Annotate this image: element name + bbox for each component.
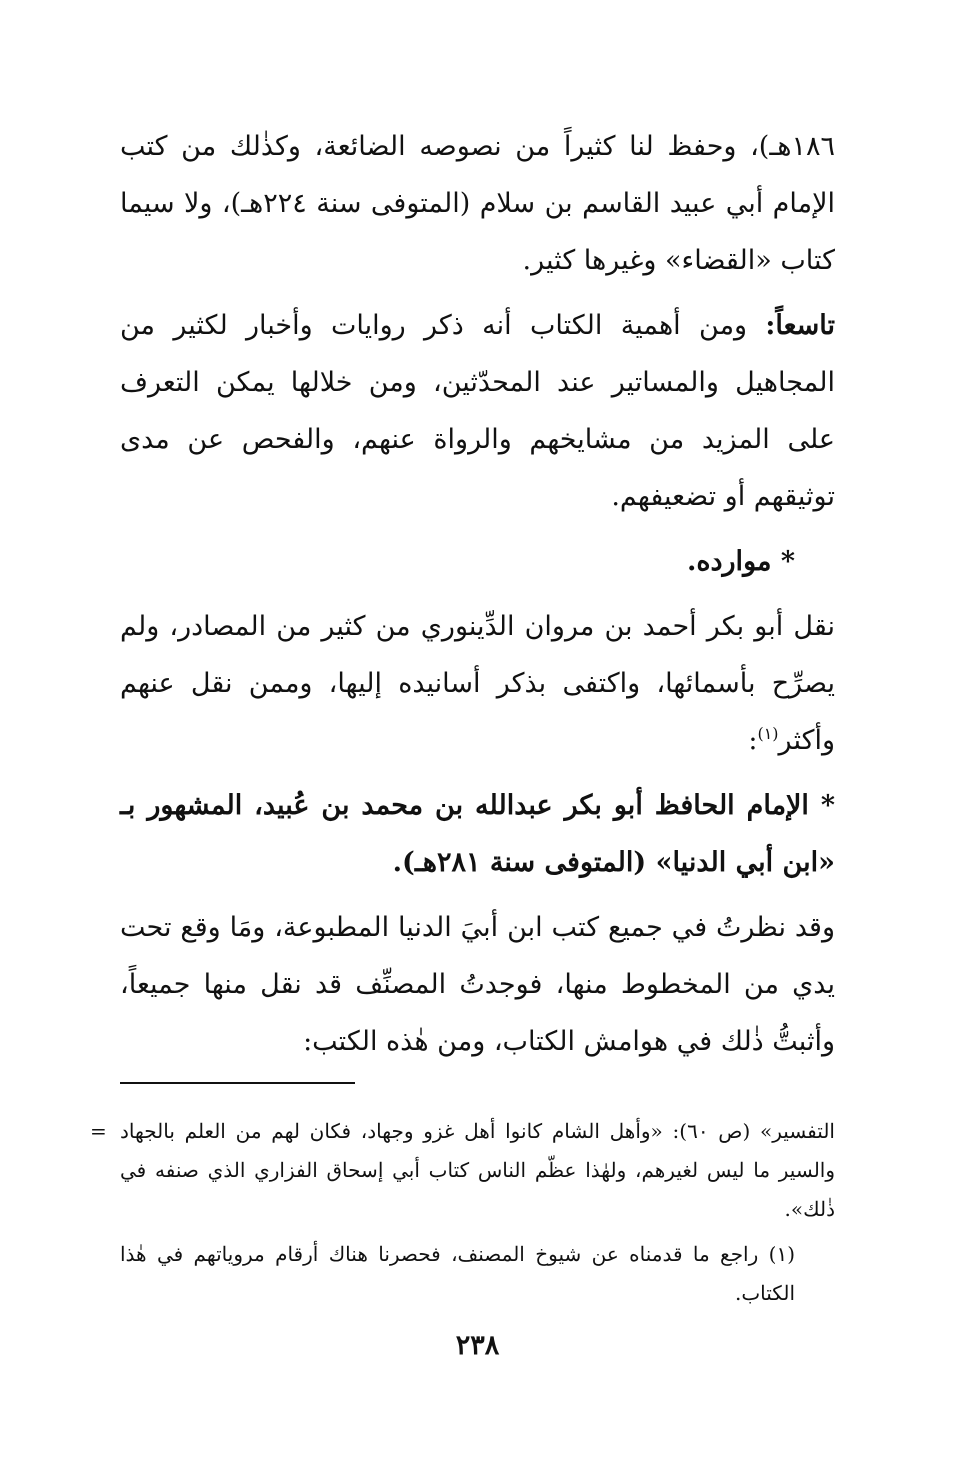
footnote-continuation-text: التفسير» (ص ٦٠): «وأهل الشام كانوا أهل غزو وجهاد، فكان لهم من العلم بالجهاد والسير ما ليس لغيرهم، ولهٰذا عظّم الناس كتاب أبي إسحاق الفزاري الذي صنفه في ذٰلك». (120, 1119, 835, 1221)
sources-colon: : (748, 725, 758, 756)
sources-heading: * موارده. (686, 546, 795, 577)
paragraph-ibn-abi-dunya: * الإمام الحافظ أبو بكر عبدالله بن محمد بن عُبيد، المشهور بـ «ابن أبي الدنيا» (المتوفى سنة ٢٨١هـ). (120, 790, 835, 878)
footnote-continuation (90, 1112, 835, 1229)
paragraph-books: وقد نظرتُ في جميع كتب ابن أبيَ الدنيا المطبوعة، ومَا وقع تحت يدي من المخطوط منها، فوجدتُ المصنِّف قد نقل منها جميعاً، وأثبتُّ ذٰلك في هوامش الكتاب، ومن هٰذه الكتب: (120, 912, 835, 1057)
continuation-mark: = (90, 1119, 107, 1143)
sources-text: نقل أبو بكر أحمد بن مروان الدِّينوري من كثير من المصادر، ولم يصرِّح بأسمائها، واكتفى بذكر أسانيده إليها، وممن نقل عنهم وأكثر (120, 611, 835, 756)
paragraph-sources (120, 598, 835, 769)
paragraph-ninth-point (120, 297, 835, 525)
footnote-ref-1[interactable]: (١) (757, 724, 779, 743)
page-body (90, 118, 835, 1319)
paragraph-1: ١٨٦هـ)، وحفظ لنا كثيراً من نصوصه الضائعة، وكذٰلك من كتب الإمام أبي عبيد القاسم بن سلام (المتوفى سنة ٢٢٤هـ)، ولا سيما كتاب «القضاء» وغيرها كثير. (120, 131, 835, 276)
ninth-point-label: تاسعاً: (765, 310, 835, 341)
page-number: ٢٣٨ (455, 1330, 500, 1361)
footnote-1: (١) راجع ما قدمناه عن شيوخ المصنف، فحصرنا هناك أرقام مروياتهم في هٰذا الكتاب. (120, 1242, 795, 1305)
ninth-point-text: ومن أهمية الكتاب أنه ذكر روايات وأخبار لكثير من المجاهيل والمساتير عند المحدّثين، ومن خلالها يمكن التعرف على المزيد من مشايخهم والرواة عنهم، والفحص عن مدى توثيقهم أو تضعيفهم. (120, 310, 835, 512)
footnote-separator (120, 1082, 355, 1084)
